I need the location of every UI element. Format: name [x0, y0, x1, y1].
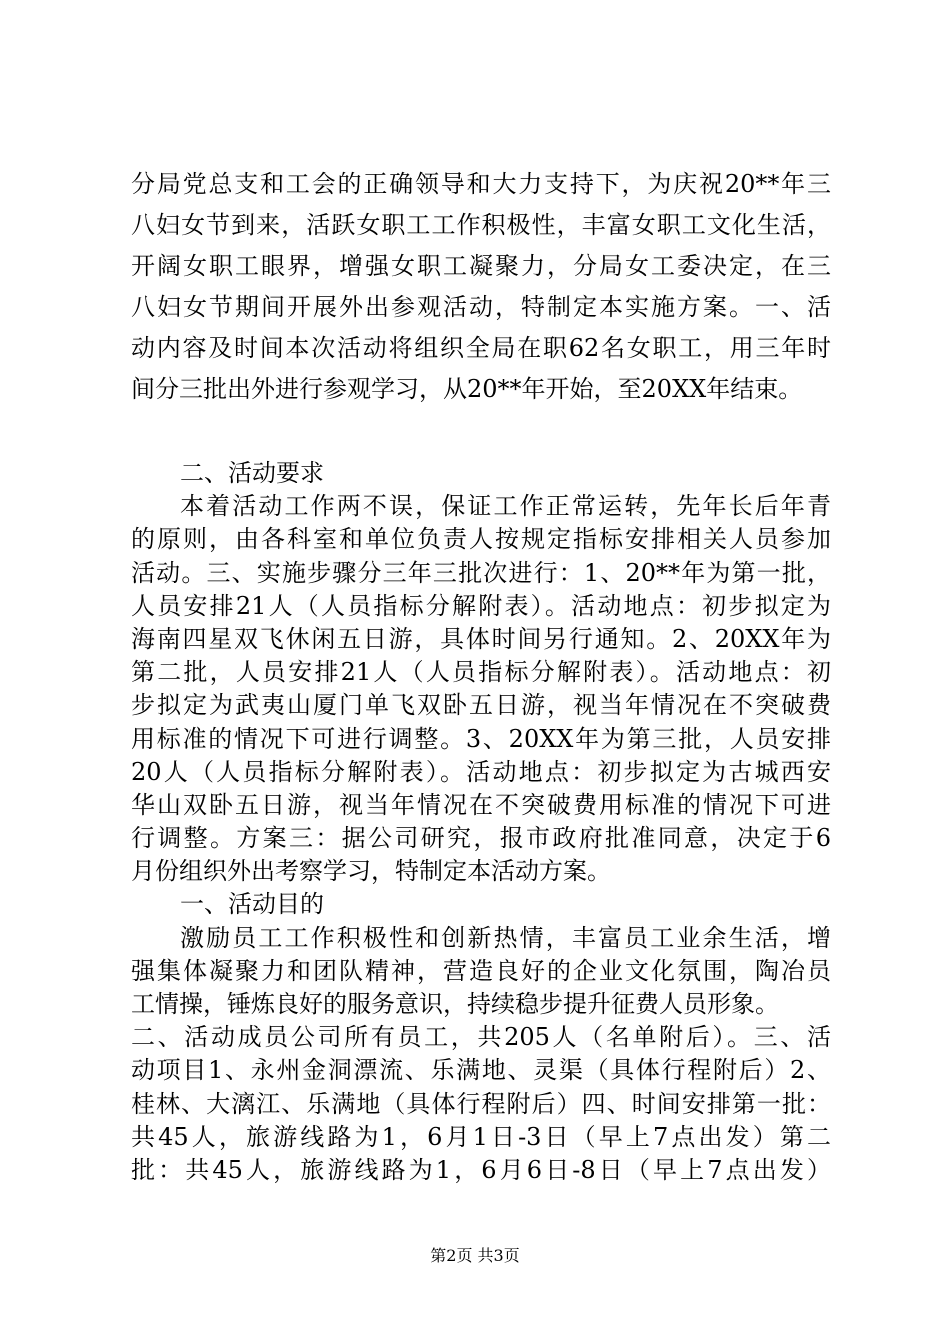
- text-line: 八妇女节到来，活跃女职工工作积极性，丰富女职工文化生活，: [131, 211, 831, 239]
- text-line: 行调整。方案三：据公司研究，报市政府批准同意，决定于6: [131, 824, 831, 852]
- text-line: 步拟定为武夷山厦门单飞双卧五日游，视当年情况在不突破费: [131, 691, 831, 719]
- text-line: 活动。三、实施步骤分三年三批次进行：1、20**年为第一批，: [131, 559, 831, 587]
- text-line: 工情操，锤炼良好的服务意识，持续稳步提升征费人员形象。: [131, 990, 779, 1018]
- text-line: 动内容及时间本次活动将组织全局在职62名女职工，用三年时: [131, 334, 831, 362]
- text-line: 批：共45人，旅游线路为1，6月6日-8日（早上7点出发）: [131, 1156, 831, 1184]
- text-line: 八妇女节期间开展外出参观活动，特制定本实施方案。一、活: [131, 293, 831, 321]
- text-line: 动项目1、永州金洞漂流、乐满地、灵渠（具体行程附后）2、: [131, 1056, 831, 1084]
- text-line: 激励员工工作积极性和创新热情，丰富员工业余生活，增: [180, 924, 831, 952]
- text-line: 第二批，人员安排21人（人员指标分解附表）。活动地点：初: [131, 658, 831, 686]
- text-line: 海南四星双飞休闲五日游，具体时间另行通知。2、20XX年为: [131, 625, 831, 653]
- text-line: 强集体凝聚力和团队精神，营造良好的企业文化氛围，陶冶员: [131, 957, 831, 985]
- text-line: 20人（人员指标分解附表）。活动地点：初步拟定为古城西安: [131, 758, 831, 786]
- text-line: 月份组织外出考察学习，特制定本活动方案。: [131, 857, 611, 885]
- text-line: 本着活动工作两不误，保证工作正常运转，先年长后年青: [180, 492, 831, 520]
- text-line: 的原则，由各科室和单位负责人按规定指标安排相关人员参加: [131, 525, 831, 553]
- text-line: 人员安排21人（人员指标分解附表）。活动地点：初步拟定为: [131, 592, 831, 620]
- text-line: 用标准的情况下可进行调整。3、20XX年为第三批，人员安排: [131, 725, 831, 753]
- text-line: 开阔女职工眼界，增强女职工凝聚力，分局女工委决定，在三: [131, 252, 831, 280]
- section-heading: 二、活动要求: [180, 459, 324, 487]
- page-footer: 第2页 共3页: [430, 1246, 520, 1265]
- text-line: 共45人，旅游线路为1，6月1日-3日（早上7点出发）第二: [131, 1123, 831, 1151]
- text-line: 间分三批出外进行参观学习，从20**年开始，至20XX年结束。: [131, 375, 803, 403]
- text-line: 分局党总支和工会的正确领导和大力支持下，为庆祝20**年三: [131, 170, 831, 198]
- section-heading: 一、活动目的: [180, 890, 324, 918]
- text-line: 桂林、大漓江、乐满地（具体行程附后）四、时间安排第一批：: [131, 1090, 831, 1118]
- text-line: 二、活动成员公司所有员工，共205人（名单附后）。三、活: [131, 1023, 831, 1051]
- text-line: 华山双卧五日游，视当年情况在不突破费用标准的情况下可进: [131, 791, 831, 819]
